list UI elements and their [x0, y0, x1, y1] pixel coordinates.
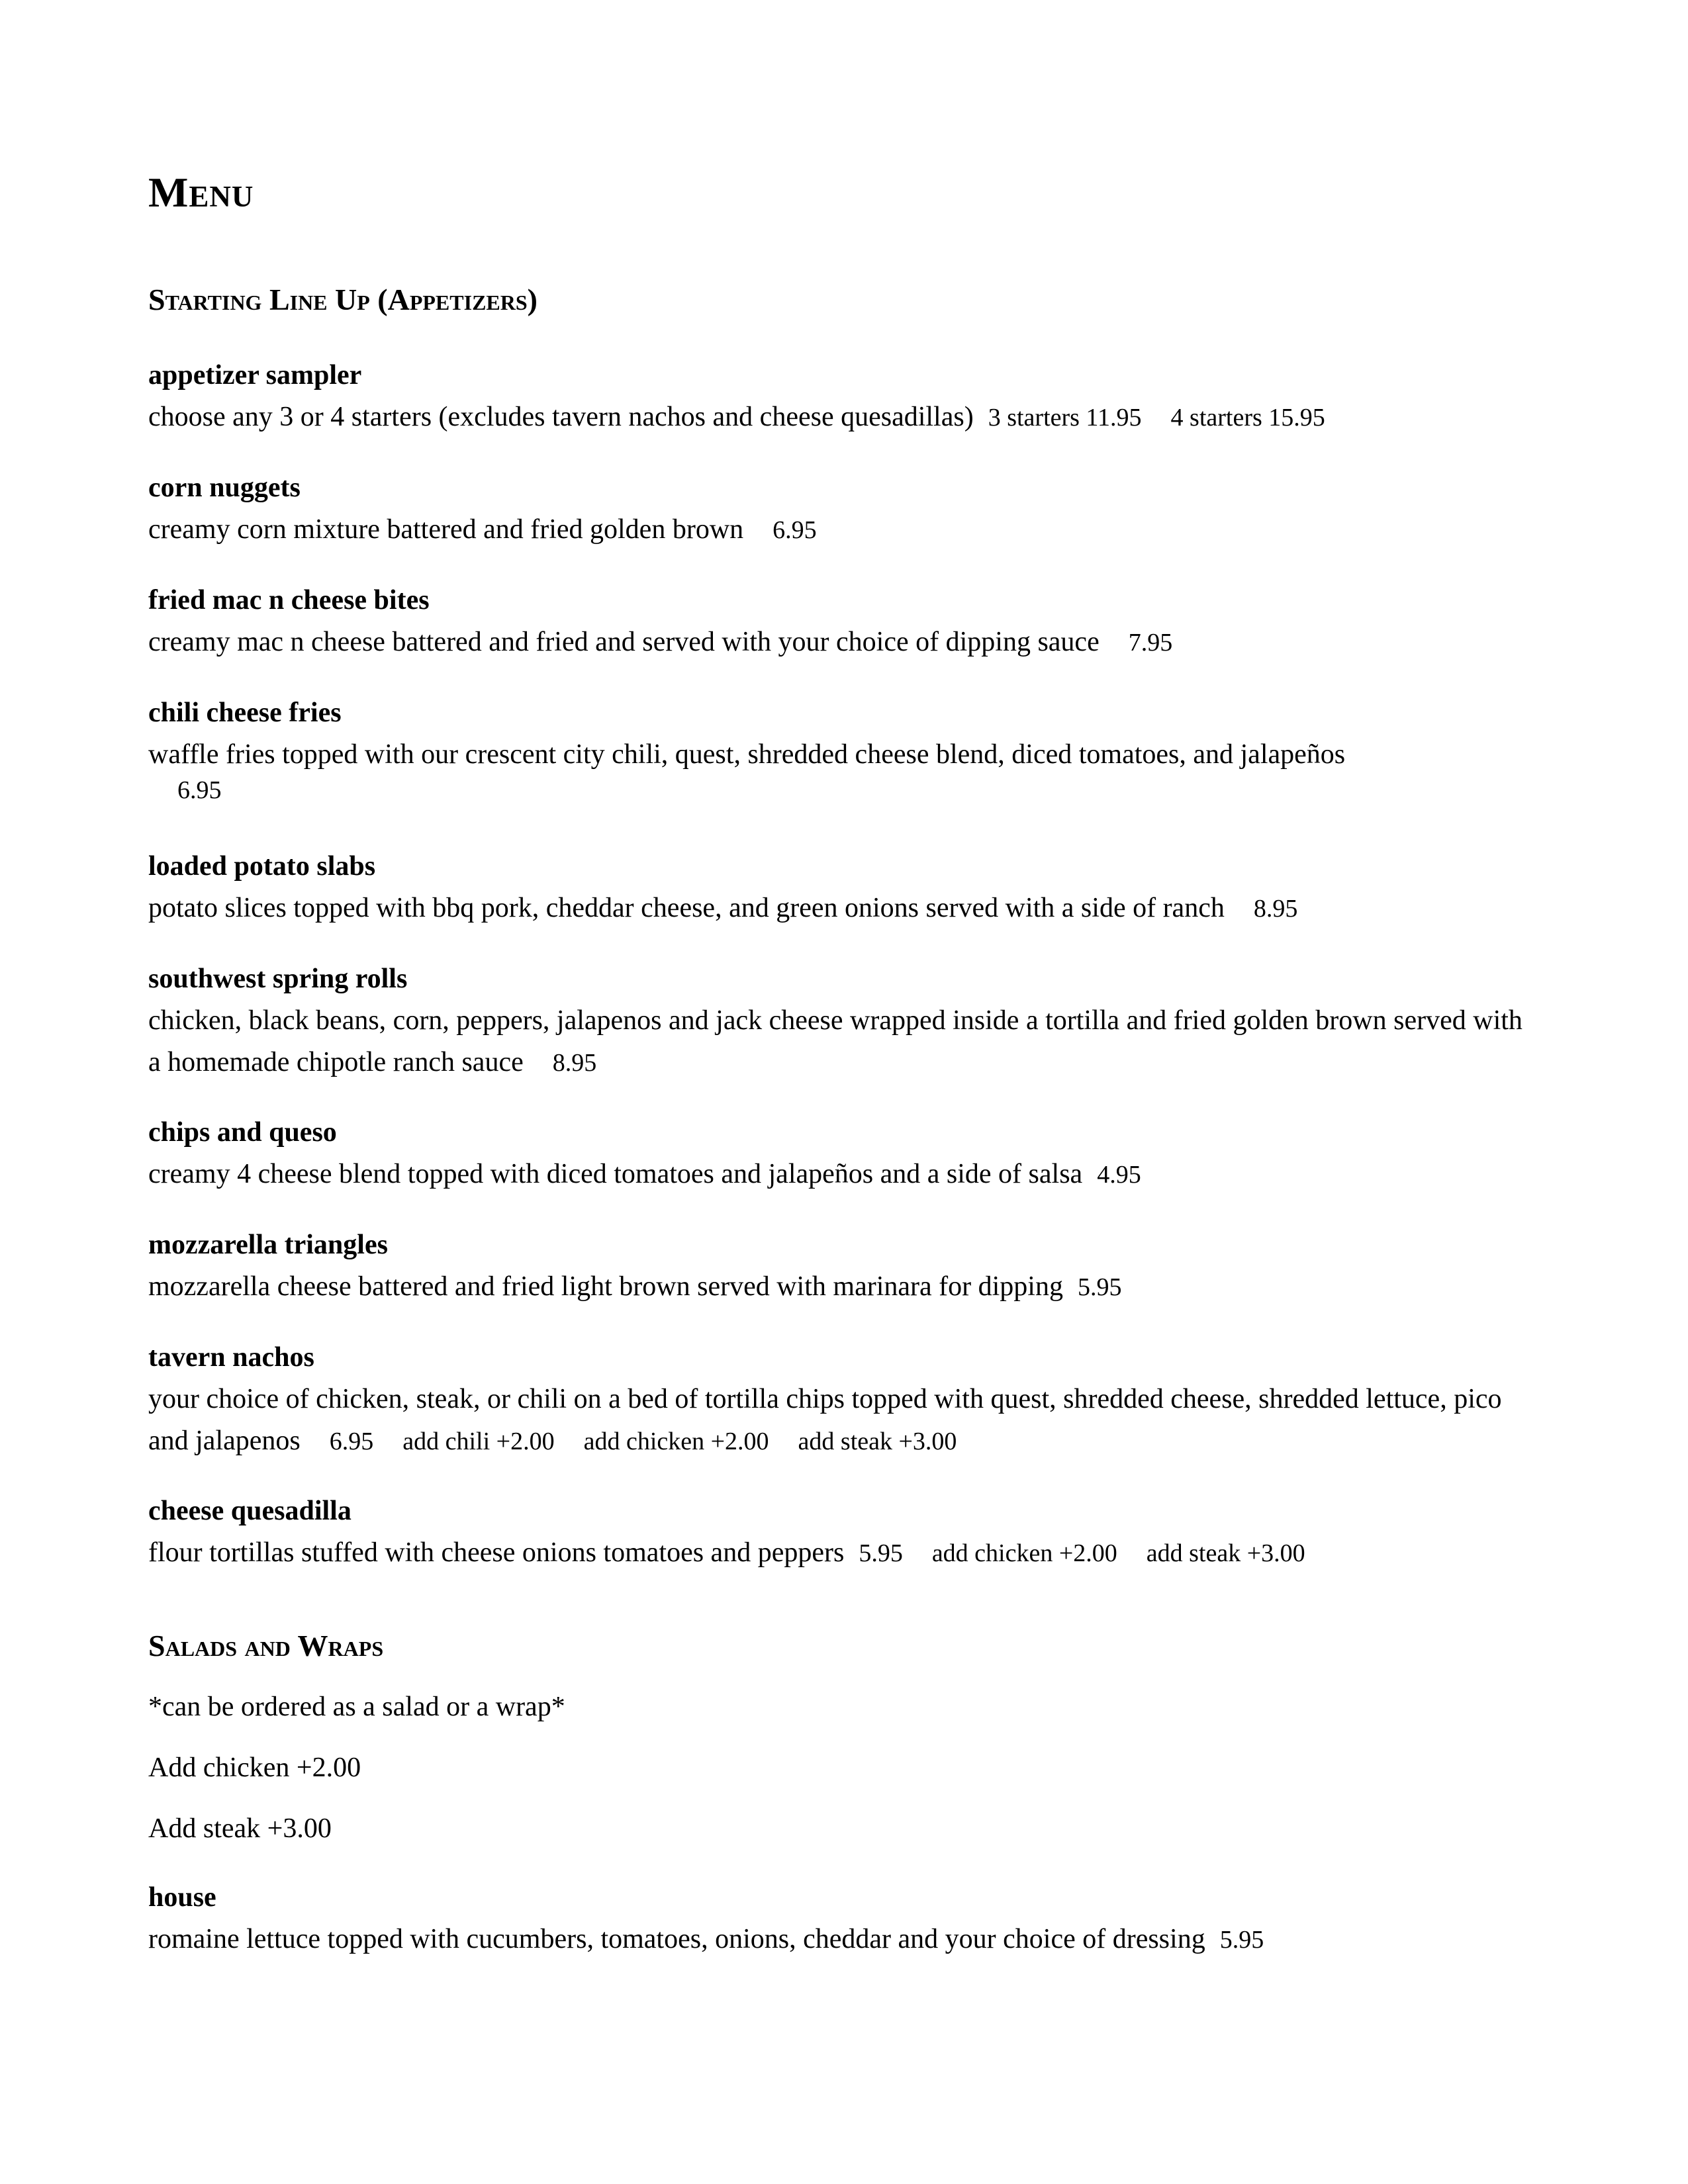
item-name: mozzarella triangles [148, 1230, 388, 1260]
item-description: your choice of chicken, steak, or chili on a bed of tortilla chips topped with quest, shredded cheese, shredded lettuce, pico and jalapenos [148, 1384, 1502, 1456]
item-name: cheese quesadilla [148, 1496, 352, 1526]
menu-item-fried-mac-n-cheese-bites [148, 580, 1545, 663]
salads-note: *can be ordered as a salad or a wrap* [148, 1692, 565, 1722]
item-addon: add steak +3.00 [798, 1428, 957, 1455]
item-description: creamy mac n cheese battered and fried and served with your choice of dipping sauce [148, 627, 1100, 657]
item-price: 7.95 [1128, 629, 1173, 657]
item-price: 8.95 [1253, 895, 1298, 923]
item-name: loaded potato slabs [148, 851, 376, 882]
menu-item-cheese-quesadilla [148, 1490, 1545, 1574]
item-description: choose any 3 or 4 starters (excludes tavern nachos and cheese quesadillas) [148, 402, 974, 432]
salads-addon-chicken: Add chicken +2.00 [148, 1752, 361, 1783]
menu-item-house [148, 1877, 1545, 1960]
item-price: 6.95 [773, 516, 817, 544]
item-description: chicken, black beans, corn, peppers, jalapenos and jack cheese wrapped inside a tortilla and fried golden brown served with a homemade chipotle ranch sauce [148, 1005, 1523, 1077]
item-description: potato slices topped with bbq pork, cheddar cheese, and green onions served with a side of ranch [148, 893, 1225, 923]
menu-item-corn-nuggets [148, 467, 1545, 551]
item-addon: add chicken +2.00 [583, 1428, 769, 1455]
item-price: 5.95 [1077, 1273, 1122, 1301]
salads-addon-steak: Add steak +3.00 [148, 1813, 332, 1844]
item-description: creamy 4 cheese blend topped with diced tomatoes and jalapeños and a side of salsa [148, 1159, 1083, 1189]
item-price: 6.95 [329, 1428, 374, 1455]
item-name: chips and queso [148, 1117, 337, 1148]
item-description: flour tortillas stuffed with cheese onions tomatoes and peppers [148, 1537, 845, 1568]
menu-item-mozzarella-triangles [148, 1224, 1545, 1308]
item-description: creamy corn mixture battered and fried golden brown [148, 514, 744, 545]
menu-item-southwest-spring-rolls [148, 958, 1538, 1083]
menu-item-loaded-potato-slabs [148, 846, 1545, 929]
item-description: waffle fries topped with our crescent city chili, quest, shredded cheese blend, diced tomatoes, and jalapeños [148, 739, 1346, 770]
section-title-appetizers: Starting Line Up (Appetizers) [148, 283, 538, 316]
item-price: 4 starters 15.95 [1170, 404, 1325, 432]
item-price: 5.95 [1219, 1926, 1264, 1954]
item-price: 8.95 [552, 1049, 597, 1077]
item-name: tavern nachos [148, 1342, 314, 1373]
menu-item-tavern-nachos [148, 1337, 1545, 1462]
item-addon: add chicken +2.00 [931, 1539, 1117, 1567]
item-name: corn nuggets [148, 473, 301, 503]
item-price: 5.95 [859, 1539, 903, 1567]
item-name: fried mac n cheese bites [148, 585, 430, 615]
item-description: romaine lettuce topped with cucumbers, tomatoes, onions, cheddar and your choice of dressing [148, 1924, 1205, 1954]
menu-item-appetizer-sampler [148, 355, 1545, 438]
menu-item-chips-and-queso [148, 1112, 1545, 1195]
item-name: appetizer sampler [148, 360, 362, 390]
item-price: 4.95 [1097, 1161, 1141, 1189]
item-name: southwest spring rolls [148, 964, 408, 994]
item-name: chili cheese fries [148, 698, 342, 728]
section-title-salads: Salads and Wraps [148, 1629, 384, 1662]
item-price: 6.95 [177, 776, 222, 804]
menu-item-chili-cheese-fries [148, 692, 1545, 805]
item-description: mozzarella cheese battered and fried light brown served with marinara for dipping [148, 1271, 1063, 1302]
page-title: Menu [148, 169, 254, 216]
item-addon: add chili +2.00 [402, 1428, 555, 1455]
item-addon: add steak +3.00 [1146, 1539, 1305, 1567]
item-name: house [148, 1882, 216, 1913]
item-price: 3 starters 11.95 [988, 404, 1142, 432]
